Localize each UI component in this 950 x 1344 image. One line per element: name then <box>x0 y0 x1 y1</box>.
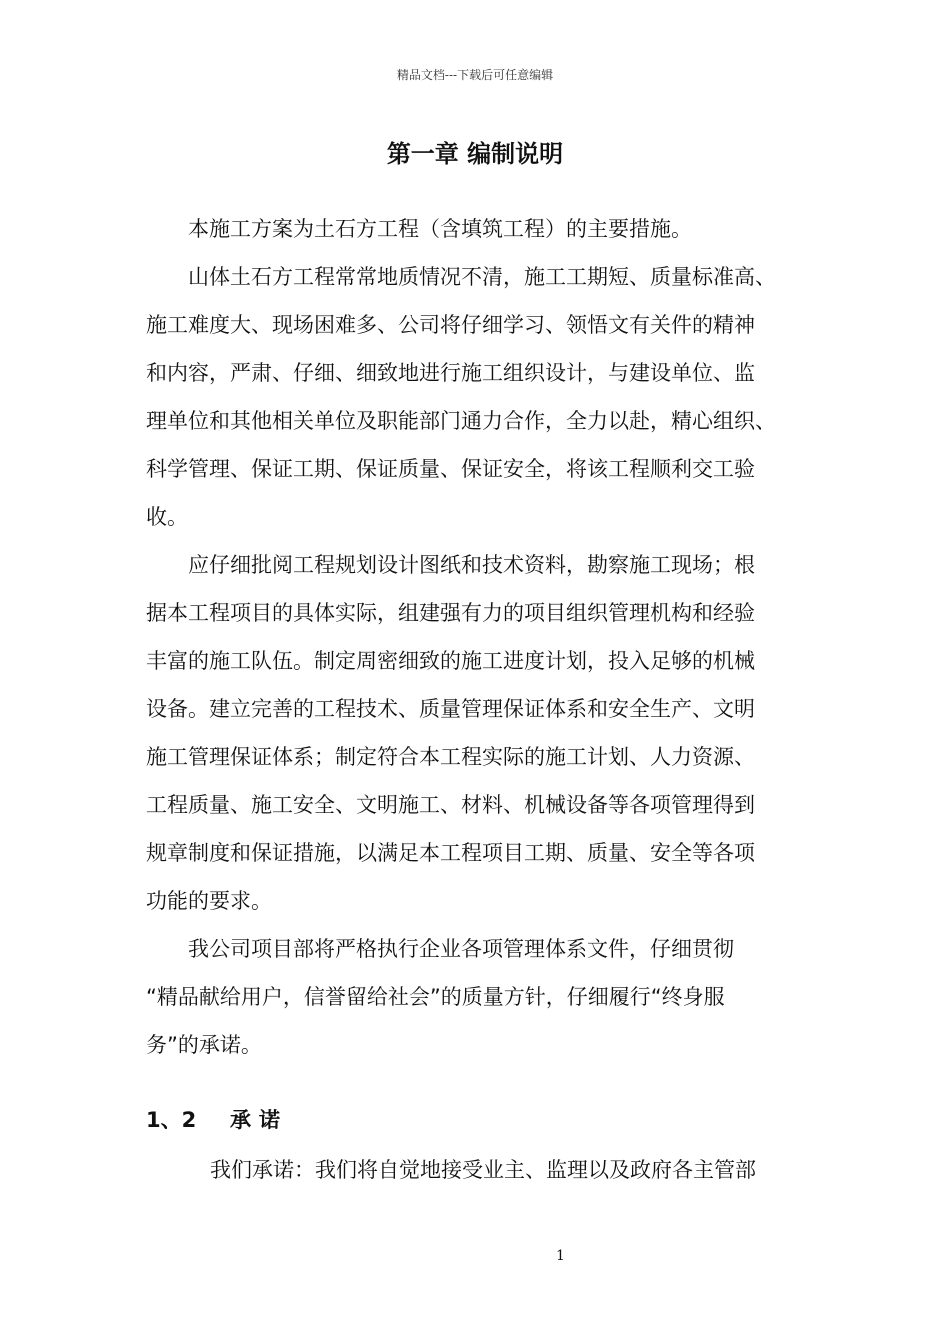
paragraph-line: 工程质量、施工安全、文明施工、材料、机械设备等各项管理得到 <box>146 793 755 817</box>
paragraph-line: “精品献给用户，信誉留给社会”的质量方针，仔细履行“终身服 <box>146 985 725 1009</box>
page-header: 精品文档---下载后可任意编辑 <box>396 68 554 82</box>
page-number: 1 <box>556 1248 565 1264</box>
paragraph-line: 和内容，严肃、仔细、细致地进行施工组织设计，与建设单位、监 <box>146 361 755 385</box>
paragraph-line: 应仔细批阅工程规划设计图纸和技术资料，勘察施工现场；根 <box>188 553 755 577</box>
paragraph-line: 功能的要求。 <box>146 889 272 913</box>
paragraph-line: 本施工方案为土石方工程（含填筑工程）的主要措施。 <box>188 217 692 241</box>
paragraph-line: 据本工程项目的具体实际，组建强有力的项目组织管理机构和经验 <box>146 601 755 625</box>
paragraph-line: 理单位和其他相关单位及职能部门通力合作，全力以赴，精心组织、 <box>146 409 776 433</box>
body-text <box>146 205 826 1069</box>
paragraph-line: 设备。建立完善的工程技术、质量管理保证体系和安全生产、文明 <box>146 697 755 721</box>
chapter-title: 第一章 编制说明 <box>386 140 564 168</box>
section-heading <box>146 1104 288 1134</box>
section-number: 1、2 <box>146 1108 197 1132</box>
section-label: 承诺 <box>230 1108 288 1132</box>
paragraph-line: 规章制度和保证措施，以满足本工程项目工期、质量、安全等各项 <box>146 841 755 865</box>
paragraph-line: 施工管理保证体系；制定符合本工程实际的施工计划、人力资源、 <box>146 745 755 769</box>
paragraph-line: 施工难度大、现场困难多、公司将仔细学习、领悟文有关件的精神 <box>146 313 755 337</box>
paragraph-line: 山体土石方工程常常地质情况不清，施工工期短、质量标准高、 <box>188 265 776 289</box>
paragraph-line: 务”的承诺。 <box>146 1033 262 1057</box>
section-body <box>146 1146 826 1194</box>
paragraph-line: 我公司项目部将严格执行企业各项管理体系文件，仔细贯彻 <box>188 937 734 961</box>
paragraph-line: 我们承诺：我们将自觉地接受业主、监理以及政府各主管部 <box>210 1158 756 1182</box>
paragraph-line: 收。 <box>146 505 188 529</box>
paragraph-line: 科学管理、保证工期、保证质量、保证安全，将该工程顺利交工验 <box>146 457 755 481</box>
paragraph-line: 丰富的施工队伍。制定周密细致的施工进度计划，投入足够的机械 <box>146 649 755 673</box>
